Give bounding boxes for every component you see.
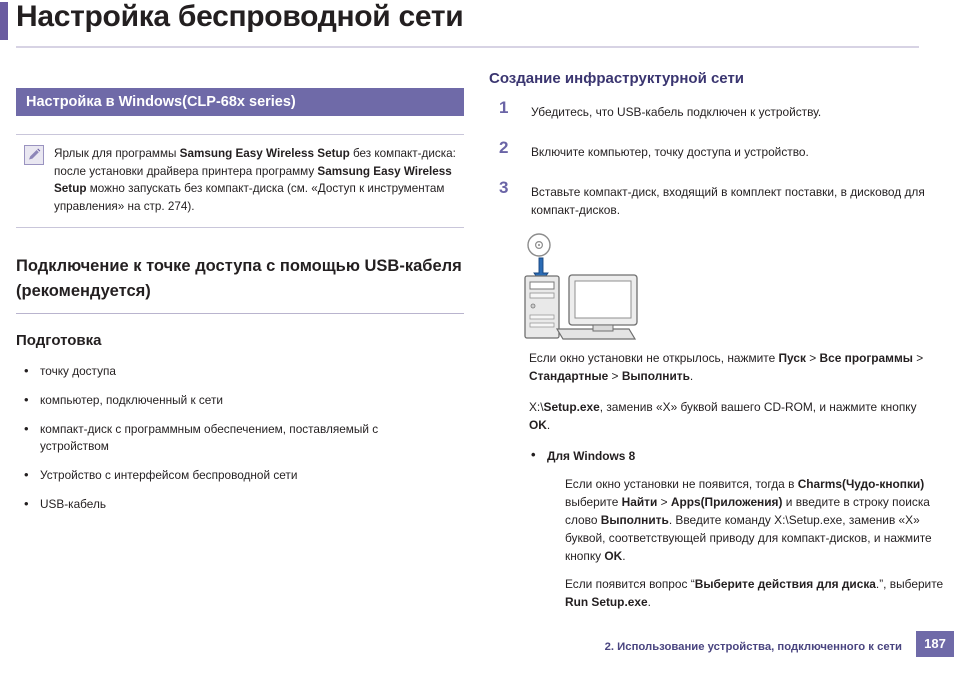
step-number: 3 <box>499 178 509 197</box>
list-item: • компьютер, подключенный к сети <box>16 392 446 409</box>
footer-chapter-text: 2. Использование устройства, подключенного к сети <box>604 641 902 653</box>
pc-cd-drive-illustration <box>517 233 697 343</box>
sub-paragraph: Если окно установки не появится, тогда в Charms(Чудо-кнопки) выберите Найти > Apps(Приложения) и введите в строку поиска слово Выполнить. Введите команду X:\Setup.exe, заменив «X» буквой, соответствующей приводу для компакт-дисков, и нажмите кнопку OK. <box>565 477 932 563</box>
infrastructure-heading: Создание инфраструктурной сети <box>489 70 745 87</box>
page-header <box>0 0 954 48</box>
list-item: • точку доступа <box>16 363 446 380</box>
list-item: • Устройство с интерфейсом беспроводной сети <box>16 467 446 484</box>
left-column <box>16 88 464 525</box>
step-item <box>489 98 937 129</box>
page-title: Настройка беспроводной сети <box>16 0 464 33</box>
windows8-block <box>529 447 944 611</box>
step-number: 2 <box>499 138 509 157</box>
page-footer <box>0 635 954 675</box>
section-subheading: Подключение к точке доступа с помощью USB-кабеля (рекомендуется) <box>16 257 462 300</box>
note-box <box>16 134 464 228</box>
sub-paragraph: Если появится вопрос “Выберите действия для диска.”, выберите Run Setup.exe. <box>565 577 944 609</box>
section-heading-bar: Настройка в Windows(CLP-68x series) <box>16 88 464 116</box>
list-item: • компакт-диск с программным обеспечением, поставляемый с устройством <box>16 421 446 455</box>
page-number-badge: 187 <box>916 631 954 657</box>
paragraph: X:\Setup.exe, заменив «X» буквой вашего CD-ROM, и нажмите кнопку OK. <box>529 400 917 432</box>
title-divider <box>16 46 919 48</box>
right-column <box>489 70 944 611</box>
list-item: • USB-кабель <box>16 496 446 513</box>
note-pencil-icon <box>24 145 44 165</box>
title-accent-bar <box>0 2 8 40</box>
note-text: Ярлык для программы Samsung Easy Wireless Setup без компакт-диска: после установки драйвера принтера программу Samsung Easy Wireless Setup можно запускать без компакт-диска (см. «Доступ к инструментам управления» на стр. 274). <box>54 147 456 213</box>
step-item <box>489 178 937 219</box>
list-item <box>529 447 944 611</box>
list-item-label: Для Windows 8 <box>547 449 636 463</box>
step-text: Убедитесь, что USB-кабель подключен к устройству. <box>531 105 822 119</box>
step-number: 1 <box>499 98 509 117</box>
subheading-divider <box>16 313 464 314</box>
step-text: Включите компьютер, точку доступа и устройство. <box>531 145 809 159</box>
preparation-heading: Подготовка <box>16 332 102 349</box>
preparation-list <box>16 363 464 513</box>
paragraph: Если окно установки не открылось, нажмите Пуск > Все программы > Стандартные > Выполнить. <box>529 351 924 383</box>
cd-disc-icon <box>528 234 550 256</box>
step-text: Вставьте компакт-диск, входящий в комплект поставки, в дисковод для компакт-дисков. <box>531 185 925 217</box>
step-item <box>489 138 937 169</box>
